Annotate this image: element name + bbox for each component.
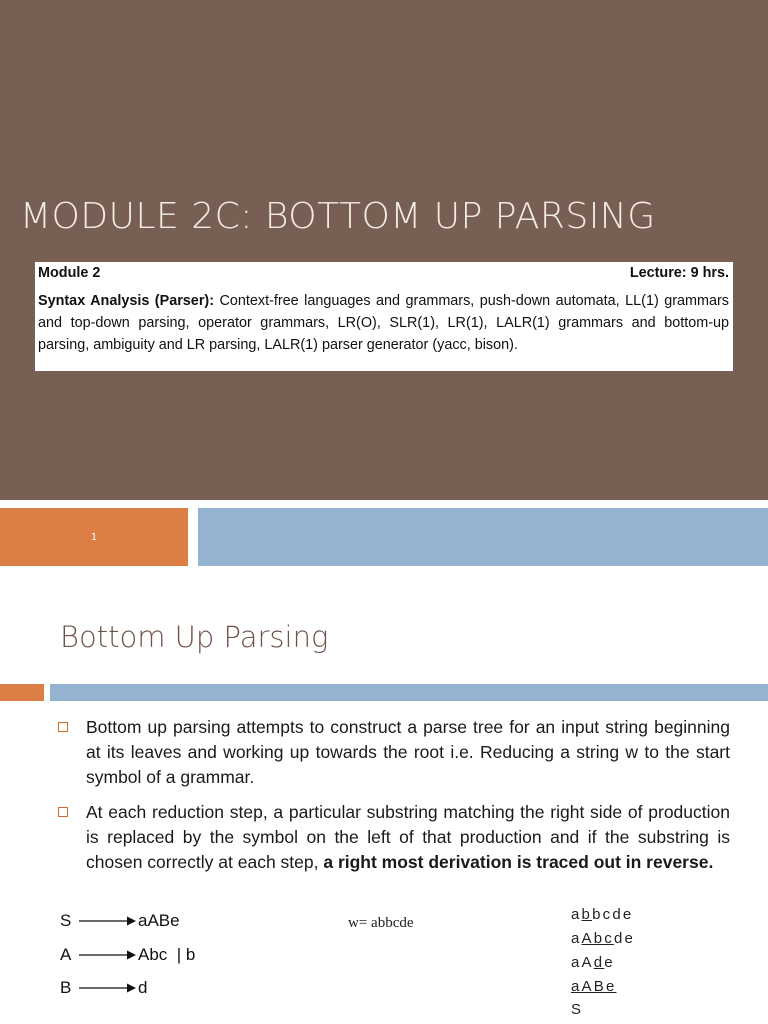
derivation-step — [571, 954, 615, 976]
title-slide — [0, 0, 768, 500]
syllabus-header — [38, 262, 729, 284]
derivation-pre: S — [571, 1001, 584, 1018]
derivation-handle: d — [593, 954, 605, 971]
derivation-handle: aABe — [571, 978, 617, 995]
derivation-step — [571, 930, 635, 952]
derivation-pre: a — [571, 930, 582, 947]
bullet-item — [58, 715, 730, 790]
syllabus-body: Context-free languages and grammars, push-down automata, LL(1) grammars and top-down parsing, operator grammars, LR(O), SLR(1), LR(1), LALR(1) grammars and bottom-up parsing, ambiguity and LR parsing, LALR(1) parser generator (yacc, bison). — [38, 293, 729, 353]
derivation-step — [571, 978, 617, 1000]
bullet-text-bold: a right most derivation is traced out in reverse. — [323, 852, 714, 872]
right-arrow-icon — [77, 914, 136, 928]
derivation-post: e — [604, 954, 615, 971]
slide-title: Bottom Up Parsing — [60, 620, 329, 654]
production-lhs: A — [60, 945, 72, 964]
production-lhs: S — [60, 911, 72, 930]
content-slide — [0, 568, 768, 1024]
grammar-production — [60, 909, 180, 933]
derivation-post: bcde — [592, 906, 634, 923]
bullet-text-plain: At each reduction step, a particular substring matching the right side of production is replaced by the symbol on the left of that production and if the substring is chosen correctly at each step, — [86, 802, 730, 872]
derivation-handle: b — [581, 906, 593, 923]
bullet-item — [58, 800, 730, 875]
square-bullet-icon — [58, 807, 68, 817]
syllabus-heading: Syntax Analysis (Parser): — [38, 293, 214, 309]
slide-title: MODULE 2C: BOTTOM UP PARSING — [20, 196, 656, 237]
derivation-pre: aA — [571, 954, 594, 971]
lecture-hours: Lecture: 9 hrs. — [629, 265, 729, 281]
bullet-text — [86, 800, 730, 875]
derivation-step — [571, 906, 633, 928]
module-label: Module 2 — [38, 265, 101, 281]
bullet-text — [86, 715, 730, 790]
production-rhs: aABe — [138, 911, 180, 930]
derivation-step — [571, 1001, 583, 1023]
page-number: 1 — [0, 508, 188, 566]
syllabus-box — [35, 262, 733, 371]
footer-accent-bar — [198, 508, 768, 566]
title-accent-blue — [50, 684, 768, 701]
derivation-handle: Abc — [581, 930, 614, 947]
grammar-production — [60, 976, 147, 1000]
production-lhs: B — [60, 978, 72, 997]
grammar-production — [60, 943, 195, 967]
bullet-text-plain: Bottom up parsing attempts to construct a parse tree for an input string beginning at its leaves and working up towards the root i.e. Reducing a string w to the start symbol of a grammar. — [86, 717, 730, 787]
title-accent-orange — [0, 684, 44, 701]
derivation-post: de — [614, 930, 636, 947]
right-arrow-icon — [77, 948, 136, 962]
square-bullet-icon — [58, 722, 68, 732]
production-rhs: d — [138, 978, 148, 997]
syllabus-text — [38, 290, 729, 356]
input-string: w= abbcde — [348, 915, 414, 931]
production-rhs: Abc | b — [138, 945, 196, 964]
derivation-pre: a — [571, 906, 582, 923]
slide-footer — [0, 500, 768, 568]
right-arrow-icon — [77, 981, 136, 995]
